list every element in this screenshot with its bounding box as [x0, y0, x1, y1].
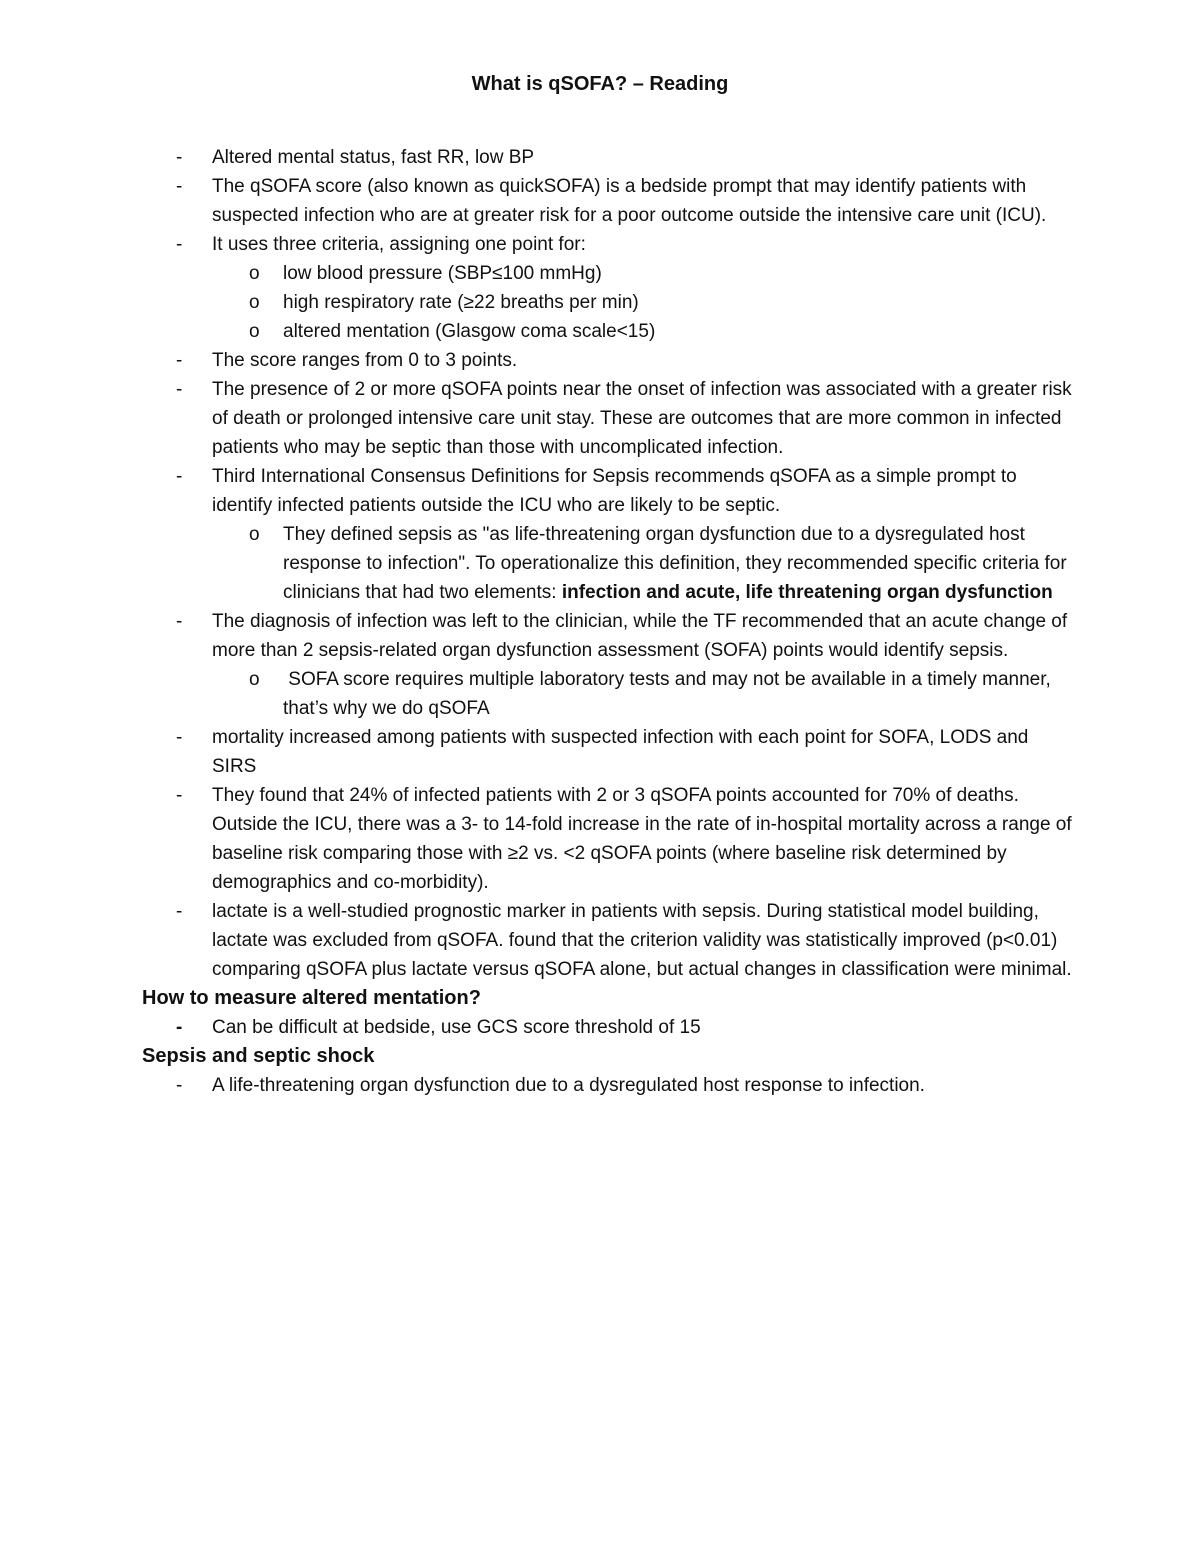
list-item: - The diagnosis of infection was left to the clinician, while the TF recommended that an acute change of more than 2 sepsis-related organ dysfunction assessment (SOFA) points would identify sepsis. o SOFA score requires multiple laboratory tests and may not be available in a timely manner, that’s why we do qSOFA — [212, 607, 1072, 723]
list-item: - lactate is a well-studied prognostic marker in patients with sepsis. During statistical model building, lactate was excluded from qSOFA. found that the criterion validity was statistically improved (p<0.01) comparing qSOFA plus lactate versus qSOFA alone, but actual changes in classification were minimal. — [212, 897, 1072, 984]
sub-list-item: o altered mentation (Glasgow coma scale<15) — [283, 317, 1072, 346]
dash-marker: - — [176, 379, 183, 400]
circle-marker: o — [249, 669, 260, 690]
dash-marker: - — [176, 466, 183, 487]
dash-marker: - — [176, 234, 183, 255]
sub-list-item: o high respiratory rate (≥22 breaths per min) — [283, 288, 1072, 317]
section-heading-altered-mentation: How to measure altered mentation? — [142, 987, 481, 1009]
dash-marker: - — [176, 611, 183, 632]
definition-sub-list — [212, 520, 1072, 607]
circle-marker: o — [249, 292, 260, 313]
list-item: - Third International Consensus Definitions for Sepsis recommends qSOFA as a simple prompt to identify infected patients outside the ICU who are likely to be septic. o They defined sepsis as "as life-threatening organ dysfunction due to a dysregulated host response to infection". To operationalize this definition, they recommended specific criteria for clinicians that had two elements: infection and acute, life threatening organ dysfunction — [212, 462, 1072, 607]
document-title: What is qSOFA? – Reading — [471, 73, 729, 95]
list-item: - The score ranges from 0 to 3 points. — [212, 346, 1072, 375]
list-item: - A life-threatening organ dysfunction due to a dysregulated host response to infection. — [212, 1071, 1072, 1100]
dash-marker: - — [176, 1017, 183, 1038]
list-item: - They found that 24% of infected patients with 2 or 3 qSOFA points accounted for 70% of deaths. Outside the ICU, there was a 3- to 14-fold increase in the rate of in-hospital mortality across a range of baseline risk comparing those with ≥2 vs. <2 qSOFA points (where baseline risk determined by demographics and co-morbidity). — [212, 781, 1072, 897]
dash-marker: - — [176, 350, 183, 371]
list-item: - The qSOFA score (also known as quickSOFA) is a bedside prompt that may identify patients with suspected infection who are at greater risk for a poor outcome outside the intensive care unit (ICU). — [212, 172, 1072, 230]
dash-marker: - — [176, 785, 183, 806]
circle-marker: o — [249, 321, 260, 342]
sub-list-item: o SOFA score requires multiple laboratory tests and may not be available in a timely manner, that’s why we do qSOFA — [283, 665, 1072, 723]
section-heading-sepsis: Sepsis and septic shock — [142, 1045, 375, 1067]
altered-mentation-list — [142, 1013, 1072, 1042]
list-item: - Can be difficult at bedside, use GCS score threshold of 15 — [212, 1013, 1072, 1042]
sepsis-list — [142, 1071, 1072, 1100]
sub-list-item: o low blood pressure (SBP≤100 mmHg) — [283, 259, 1072, 288]
dash-marker: - — [176, 176, 183, 197]
criteria-sub-list — [212, 259, 1072, 346]
dash-marker: - — [176, 727, 183, 748]
dash-marker: - — [176, 901, 183, 922]
list-item: - The presence of 2 or more qSOFA points near the onset of infection was associated with a greater risk of death or prolonged intensive care unit stay. These are outcomes that are more common in infected patients who may be septic than those with uncomplicated infection. — [212, 375, 1072, 462]
sofa-sub-list — [212, 665, 1072, 723]
circle-marker: o — [249, 263, 260, 284]
list-item: - It uses three criteria, assigning one point for: o low blood pressure (SBP≤100 mmHg) o high respiratory rate (≥22 breaths per min) o altered mentation (Glasgow coma scale<15) — [212, 230, 1072, 346]
main-bullet-list — [142, 143, 1072, 984]
list-item: - Altered mental status, fast RR, low BP — [212, 143, 1072, 172]
list-item: - mortality increased among patients with suspected infection with each point for SOFA, LODS and SIRS — [212, 723, 1072, 781]
document-body — [142, 143, 1072, 1100]
emphasis-text: infection and acute, life threatening organ dysfunction — [561, 582, 1053, 603]
sub-list-item: o They defined sepsis as "as life-threatening organ dysfunction due to a dysregulated host response to infection". To operationalize this definition, they recommended specific criteria for clinicians that had two elements: infection and acute, life threatening organ dysfunction — [283, 520, 1072, 607]
dash-marker: - — [176, 147, 183, 168]
dash-marker: - — [176, 1075, 183, 1096]
circle-marker: o — [249, 524, 260, 545]
